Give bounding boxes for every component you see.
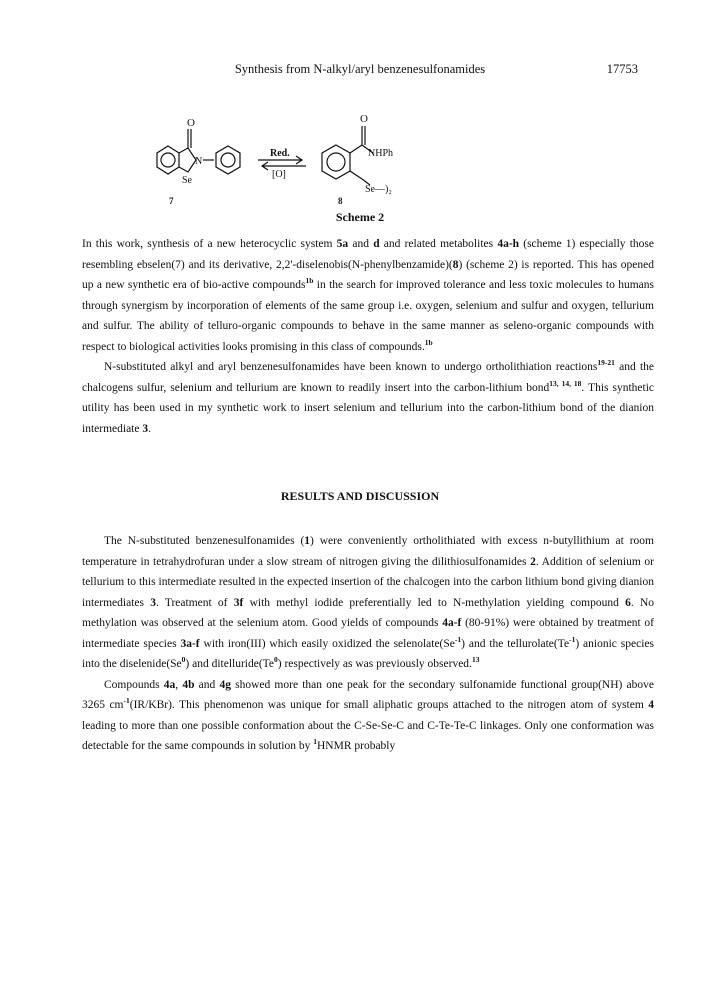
compound-7-label: 7	[169, 196, 174, 206]
results-paragraph-2: Compounds 4a, 4b and 4g showed more than one peak for the secondary sulfonamide functional group(NH) above 3265 $cm^{-1}(IR/KBr)$. This phenomenon was unique for small aliphatic groups attached to the nitrogen atom of system 4 leading to more than one possible conformation about the C-Se-Se-C and C-Te-Te-C linkages. Only one conformation was detectable for the same compounds in solution by $^1$HNMR probably	[82, 678, 655, 752]
running-header	[0, 62, 720, 78]
ebselen-phenyl-ring	[216, 146, 240, 174]
scheme-caption: Scheme 2	[335, 210, 385, 224]
results-section	[82, 531, 654, 757]
results-paragraph-1: The N-substituted benzenesulfonamides (1) were conveniently ortholithiated with excess n-butyllithium at room temperature in tetrahydrofuran under a slow stream of nitrogen giving the dilithiosulfonamides 2. Addition of selenium or tellurium to this intermediate resulted in the expected insertion of the chalcogen into the carbon lithium bond giving dianion intermediates 3. Treatment of 3f with methyl iodide preferentially led to N-methylation yielding compound 6. No methylation was observed at the selenium atom. Good yields of compounds 4a-f (80-91%) were obtained by treatment of intermediate species 3a-f with iron(III) which easily oxidized the $selenolate(Se^{-1})$ and the $tellurolate(Te^{-1})$ anionic species into the diselenide(Se$^0$) and ditelluride(Te$^0$) respectively as was previously observed.$^{13}$	[82, 535, 655, 670]
ebselen-isoselenazolone-ring	[179, 148, 196, 172]
diselenide-se-label: Se—)₂	[365, 184, 392, 195]
reagent-reduction-label: Red.	[270, 148, 290, 159]
running-title: Synthesis from N-alkyl/aryl benzenesulfonamides	[234, 62, 486, 76]
diselenide-nhph-label: NHPh	[368, 148, 394, 159]
compound-8-label: 8	[338, 196, 343, 206]
intro-paragraph-1: In this work, synthesis of a new heterocyclic system 5a and d and related metabolites 4a-h (scheme 1) especially those resembling ebselen(7) and its derivative, 2,2'-diselenobis(N-phenylbenzamide)(8) (scheme 2) is reported. This has opened up a new synthetic era of bio-active compounds$^{1b}$ in the search for improved tolerance and less toxic molecules to humans through synergism by incorporation of elements of the same group i.e. oxygen, selenium and sulfur and oxygen, tellurium and sulfur. The ability of telluro-organic compounds to behave in the same manner as seleno-organic compounds with respect to biological activities looks promising in this class of compounds.$^{1b}$	[82, 238, 654, 353]
page-number: 17753	[606, 62, 638, 76]
reagent-oxidation-label: [O]	[272, 169, 286, 180]
section-heading-results: RESULTS AND DISCUSSION	[280, 489, 440, 503]
diselenide-oxygen-label: O	[360, 113, 368, 125]
intro-paragraph-2: N-substituted alkyl and aryl benzenesulfonamides have been known to undergo ortholithiation reactions$^{19-21}$ and the chalcogens sulfur, selenium and tellurium are known to readily insert into the carbon-lithium bond$^{13, 14, 18}$. This synthetic utility has been used in my synthetic work to insert selenium and tellurium into the carbon-lithium bond of the dianion intermediate 3.	[82, 358, 654, 435]
diselenide-benzene-ring	[322, 145, 350, 179]
ebselen-benzo-ring	[157, 146, 179, 174]
intro-section	[82, 234, 654, 439]
ebselen-selenium-label: Se	[182, 175, 192, 186]
ebselen-oxygen-label: O	[187, 117, 195, 129]
ebselen-nitrogen-label: N	[195, 156, 203, 167]
